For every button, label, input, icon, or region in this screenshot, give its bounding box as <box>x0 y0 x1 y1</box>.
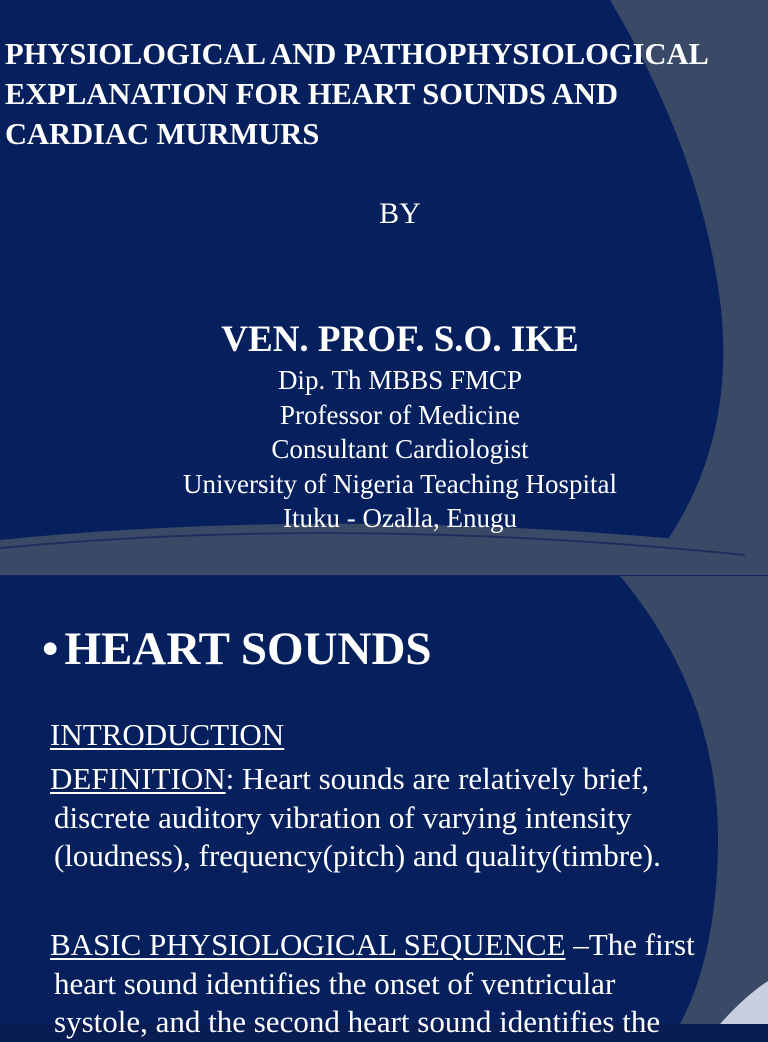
credential-line: University of Nigeria Teaching Hospital <box>182 468 617 499</box>
slide-title <box>5 34 768 154</box>
definition-text: : Heart sounds are relatively brief, <box>225 761 650 796</box>
credential-line: Professor of Medicine <box>280 399 520 430</box>
definition-text: discrete auditory vibration of varying intensity <box>54 799 632 835</box>
basic-sequence-text: systole, and the second heart sound identifies the <box>54 1004 661 1039</box>
author-credentials <box>0 363 768 536</box>
definition-text: (loudness), frequency(pitch) and quality(timbre). <box>54 838 661 873</box>
title-line: PHYSIOLOGICAL AND PATHOPHYSIOLOGICAL <box>5 37 709 71</box>
by-label: BY <box>379 197 421 230</box>
introduction-section <box>50 716 284 755</box>
bullet-icon: • <box>42 623 59 675</box>
definition-section <box>50 760 661 876</box>
definition-label: DEFINITION <box>50 761 226 796</box>
credential-line: Dip. Th MBBS FMCP <box>277 365 523 395</box>
basic-sequence-text: –The first <box>565 927 695 962</box>
title-line: EXPLANATION FOR HEART SOUNDS AND <box>5 77 618 111</box>
basic-sequence-section <box>50 926 695 1042</box>
basic-sequence-text: heart sound identifies the onset of ventricular <box>54 965 616 1001</box>
author-name: VEN. PROF. S.O. IKE <box>221 319 579 360</box>
credential-line: Ituku - Ozalla, Enugu <box>283 503 517 533</box>
introduction-label: INTRODUCTION <box>50 717 285 752</box>
title-line: CARDIAC MURMURS <box>5 117 320 151</box>
heading-text: HEART SOUNDS <box>64 623 432 675</box>
slide-heading <box>42 622 432 676</box>
credential-line: Consultant Cardiologist <box>271 434 529 464</box>
basic-sequence-label: BASIC PHYSIOLOGICAL SEQUENCE <box>50 927 566 962</box>
